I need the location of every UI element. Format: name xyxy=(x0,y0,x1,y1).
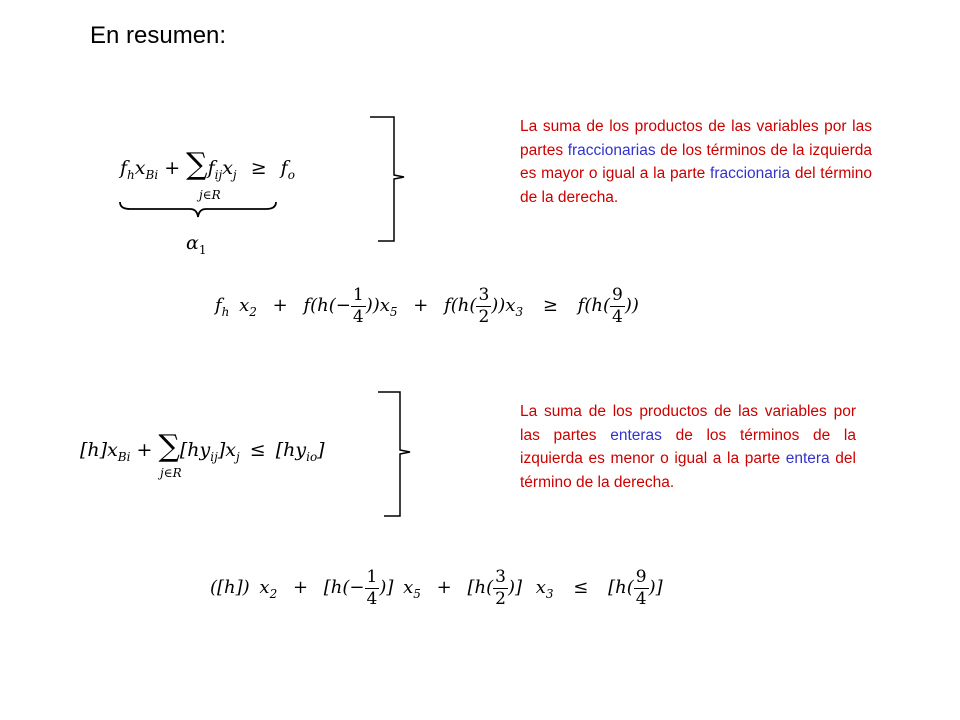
fractional-description: La suma de los productos de las variables por las partes fraccionarias de los términos de la izquierda es mayor o igual a la parte fraccionaria del término de la derecha. xyxy=(520,118,872,206)
fractional-example: $f_h$ $x_2 + f(h(-$ $\frac{1}{4}$ ))$x_5 + f(h$( $\frac{3}{2}$ ))$x_3 \ge f(h$( $\frac{9}{4}$ )) xyxy=(215,284,639,327)
integer-example: ([h]) $x_2 + [h(-$ $\frac{1}{4}$ )] $x_5 + [h$( $\frac{3}{2}$ )] $x_3 \le [h$( $\frac{9}{4}$ )] xyxy=(210,566,663,609)
fractional-inequality: $f_hx_{Bi} + \sum f_{ij}x_j \ge f_o$ xyxy=(120,147,295,182)
sum-index: j∈R xyxy=(160,466,182,480)
integer-inequality: $[h]x_{Bi} + \sum[hy_{ij}]x_j \le [hy_{io}]$ xyxy=(80,429,325,464)
alpha-label: $\alpha_1$ xyxy=(186,232,207,257)
page-title: En resumen: xyxy=(90,22,227,49)
sum-symbol: ∑ xyxy=(158,429,180,464)
integer-description: La suma de los productos de las variables por las partes enteras de los términos de la izquierda es menor o igual a la parte entera del término de la derecha. xyxy=(520,403,856,491)
right-bracket-1 xyxy=(368,115,408,245)
sum-symbol: ∑ xyxy=(186,147,208,182)
underbrace xyxy=(118,200,278,220)
sum-index: j∈R xyxy=(199,188,221,202)
right-bracket-2 xyxy=(376,390,416,520)
